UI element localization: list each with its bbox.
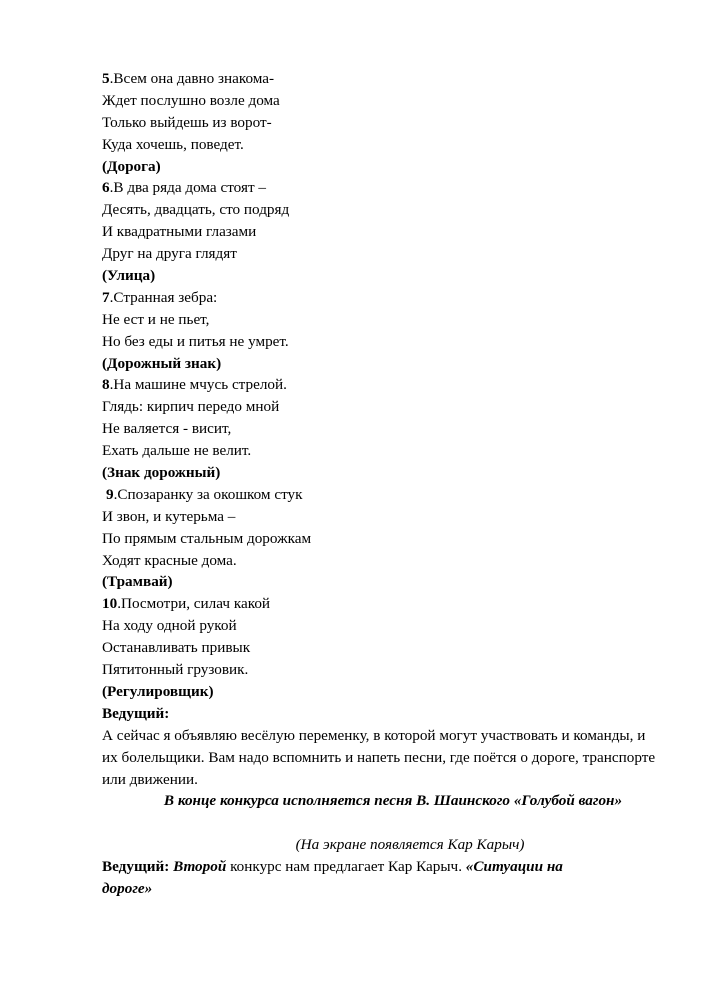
riddle-answer: (Регулировщик) bbox=[102, 682, 214, 700]
riddle-line: Но без еды и питья не умрет. bbox=[102, 332, 289, 350]
riddle-line: Не валяется - висит, bbox=[102, 420, 232, 438]
riddle-answer: (Трамвай) bbox=[102, 573, 173, 591]
contest-title-part-1: «Ситуации на bbox=[465, 858, 563, 876]
riddle-number: 5 bbox=[102, 70, 110, 87]
document-content bbox=[102, 68, 662, 900]
host-label: Ведущий: bbox=[102, 704, 170, 722]
riddle-line: Ходят красные дома. bbox=[102, 551, 237, 569]
riddle-5-line-1: 5.Всем она давно знакома- bbox=[102, 70, 275, 87]
song-note: В конце конкурса исполняется песня В. Шаинского «Голубой вагон» bbox=[163, 792, 623, 810]
final-line bbox=[102, 856, 662, 878]
riddle-line: По прямым стальным дорожкам bbox=[102, 529, 312, 547]
riddle-7-line-1: 7.Странная зебра: bbox=[102, 288, 218, 306]
riddle-line: Ждет послушно возле дома bbox=[102, 91, 280, 109]
riddle-6-line-1: 6.В два ряда дома стоят – bbox=[102, 179, 266, 197]
riddle-8-line-1: 8.На машине мчусь стрелой. bbox=[102, 376, 287, 394]
riddle-text: На машине мчусь стрелой. bbox=[113, 376, 287, 394]
spacer bbox=[102, 812, 662, 834]
riddle-number: 9 bbox=[106, 485, 114, 503]
riddle-text: Посмотри, силач какой bbox=[120, 595, 271, 613]
riddle-answer: (Дорожный знак) bbox=[102, 354, 222, 372]
host-paragraph: А сейчас я объявляю весёлую переменку, в которой могут участвовать и команды, и их болельщики. Вам надо вспомнить и напеть песни, где поётся о дороге, транспорте или движении. bbox=[102, 726, 656, 788]
riddle-number: 6 bbox=[102, 179, 110, 197]
final-middle-text: конкурс нам предлагает Кар Карыч. bbox=[226, 858, 466, 876]
riddle-answer: (Дорога) bbox=[102, 157, 161, 175]
riddle-line: Пятитонный грузовик. bbox=[102, 661, 249, 679]
riddle-text: Странная зебра: bbox=[113, 288, 218, 306]
riddle-line: На ходу одной рукой bbox=[102, 617, 237, 635]
riddle-text: В два ряда дома стоят – bbox=[113, 179, 266, 197]
riddle-number: 8 bbox=[102, 376, 110, 394]
second-word: Второй bbox=[173, 858, 227, 876]
riddle-answer: (Знак дорожный) bbox=[102, 464, 221, 482]
riddle-text: Спозаранку за окошком стук bbox=[117, 485, 303, 503]
riddle-9-line-1: 9.Спозаранку за окошком стук bbox=[106, 485, 303, 503]
riddle-number: 10 bbox=[102, 595, 118, 613]
riddle-line: И звон, и кутерьма – bbox=[102, 507, 236, 525]
riddle-line: Останавливать привык bbox=[102, 639, 251, 657]
riddle-line: Десять, двадцать, сто подряд bbox=[102, 201, 290, 219]
host-label-2: Ведущий: bbox=[102, 858, 170, 876]
final-line-2 bbox=[102, 878, 662, 900]
riddle-line: Ехать дальше не велит. bbox=[102, 442, 252, 460]
riddle-text: Всем она давно знакома- bbox=[113, 70, 275, 87]
riddle-line: И квадратными глазами bbox=[102, 223, 257, 241]
riddle-line: Куда хочешь, поведет. bbox=[102, 135, 244, 153]
riddle-answer: (Улица) bbox=[102, 267, 156, 285]
screen-note: (На экране появляется Кар Карыч) bbox=[295, 836, 525, 854]
riddle-line: Не ест и не пьет, bbox=[102, 310, 210, 328]
riddle-10-line-1: 10.Посмотри, силач какой bbox=[102, 595, 271, 613]
riddle-line: Глядь: кирпич передо мной bbox=[102, 398, 280, 416]
riddle-line: Только выйдешь из ворот- bbox=[102, 113, 272, 131]
riddle-number: 7 bbox=[102, 288, 110, 306]
contest-title-part-2: дороге» bbox=[102, 880, 153, 897]
riddle-line: Друг на друга глядят bbox=[102, 245, 237, 263]
